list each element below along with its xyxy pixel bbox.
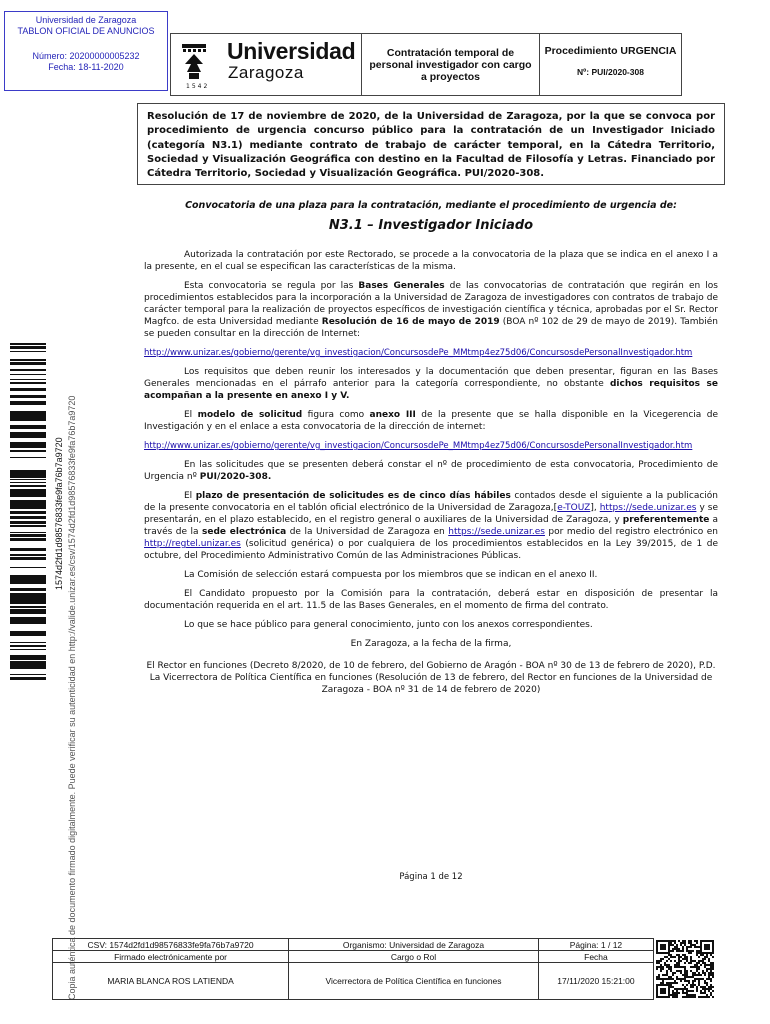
place-date: En Zaragoza, a la fecha de la firma,	[350, 639, 512, 649]
university-year: 1542	[186, 83, 210, 90]
university-city: Zaragoza	[228, 63, 304, 82]
paragraph-9: Lo que se hace público para general conocimiento, junto con los anexos correspondientes.	[184, 620, 593, 630]
etouz-link[interactable]: e-TOUZ	[557, 503, 591, 513]
stamp-line-1: Universidad de Zaragoza	[35, 15, 137, 25]
paragraph-3: Los requisitos que deben reunir los interesados y la documentación que deben presentar, figuran en las Bases Generales mencionadas en el párrafo anterior para la categoría correspondiente, no obstante dichos requisitos se acompañan a la presente en anexo I y V.	[144, 367, 718, 401]
footer-fecha-label: Fecha	[538, 951, 653, 963]
footer-fecha: 17/11/2020 15:21:00	[538, 963, 653, 1000]
paragraph-7: La Comisión de selección estará compuesta por los miembros que se indican en el anexo II.	[184, 570, 598, 580]
convocatoria-link[interactable]: http://www.unizar.es/gobierno/gerente/vg_investigacion/ConcursosdePe_MMtmp4ez75d06/ConcursosdePersonalInvestigador.htm	[144, 441, 693, 451]
link-bases-generales[interactable]	[144, 347, 718, 359]
resolution-box: Resolución de 17 de noviembre de 2020, de la Universidad de Zaragoza, por la que se convoca por procedimiento de urgencia concurso público para la contratación de un Investigador Iniciado (categoría N3.1) mediante contrato de trabajo de carácter temporal, en la Cátedra Territorio, Sociedad y Visualización Geográfica con destino en la Facultad de Filosofía y Letras. Financiado por Cátedra Territorio, Sociedad y Visualización Geográfica. PUI/2020-308.	[137, 103, 725, 185]
sede-link-2[interactable]: https://sede.unizar.es	[448, 527, 545, 537]
footer-organismo: Organismo: Universidad de Zaragoza	[289, 939, 539, 951]
paragraph-4: El modelo de solicitud figura como anexo III de la presente que se halla disponible en la Vicegerencia de Investigación y en el enlace a esta convocatoria de la dirección de internet:	[144, 410, 718, 432]
convocatoria-subtitle: Convocatoria de una plaza para la contratación, mediante el procedimiento de urgencia de:	[185, 200, 677, 211]
paragraph-8: El Candidato propuesto por la Comisión para la contratación, deberá estar en disposición de presentar la documentación requerida en el art. 11.5 de las Bases Generales, en el momento de firma del contrato.	[144, 589, 718, 611]
signature-block: El Rector en funciones (Decreto 8/2020, de 10 de febrero, del Gobierno de Aragón - BOA nº 30 de 13 de febrero de 2020), P.D. La Vicerrectora de Política Científica en funciones (Resolución de 13 de febrero, del Rector en funciones de la Universidad de Zaragoza - BOA nº 31 de 14 de febrero de 2020)	[146, 661, 716, 695]
paragraph-6: El plazo de presentación de solicitudes es de cinco días hábiles contados desde el siguiente a la publicación de la presente convocatoria en el tablón oficial electrónico de la Universidad de Zaragoza,[e-TOUZ], https://sede.unizar.es y se presentarán, en el plazo establecido, en el registro general o auxiliares de la Universidad de Zaragoza, y preferentemente a través de la sede electrónica de la Universidad de Zaragoza en https://sede.unizar.es por medio del registro electrónico en http://regtel.unizar.es (solicitud genérica) o por cualquiera de los procedimientos establecidos en la Ley 39/2015, de 1 de octubre, del Procedimiento Administrativo Común de las Administraciones Públicas.	[144, 491, 719, 561]
sede-link-1[interactable]: https://sede.unizar.es	[599, 503, 697, 513]
paragraph-1: Autorizada la contratación por este Rectorado, se procede a la convocatoria de la plaza que se indica en el anexo I a la presente, en el cual se especifican las características de la misma.	[144, 250, 718, 272]
position-title: N3.1 – Investigador Iniciado	[328, 218, 534, 233]
regtel-link[interactable]: http://regtel.unizar.es	[144, 539, 241, 549]
header-title: Contratación temporal de personal investigador con cargo a proyectos	[362, 34, 540, 95]
stamp-numero: Número: 20200000005232	[32, 51, 140, 61]
footer-cargo: Vicerrectora de Política Científica en funciones	[289, 963, 539, 1000]
document-body	[144, 249, 718, 703]
procedure-number: Nº: PUI/2020-308	[577, 67, 644, 77]
university-name: Universidad	[227, 38, 356, 64]
procedure-box	[540, 34, 681, 95]
document-header	[170, 33, 682, 96]
stamp-line-2: TABLON OFICIAL DE ANUNCIOS	[17, 26, 155, 36]
paragraph-5: En las solicitudes que se presenten deberá constar el nº de procedimiento de esta convocatoria, Procedimiento de Urgencia nº PUI/2020-308.	[144, 460, 718, 482]
footer-firmado-label: Firmado electrónicamente por	[53, 951, 289, 963]
qr-code-icon	[656, 940, 714, 998]
footer-signer: MARIA BLANCA ROS LATIENDA	[53, 963, 289, 1000]
paragraph-2: Esta convocatoria se regula por las Bases Generales de las convocatorias de contratación que regirán en los procedimientos establecidos para la incorporación a la Universidad de Zaragoza de investigadores con contratos de trabajo de carácter temporal para la realización de proyectos específicos de investigación científica y técnica, aprobadas por el Sr. Rector Magfco. de esta Universidad mediante Resolución de 16 de mayo de 2019 (BOA nº 102 de 29 de mayo de 2019). También se pueden consultar en la dirección de Internet:	[144, 281, 718, 339]
footer-cargo-label: Cargo o Rol	[289, 951, 539, 963]
link-convocatoria[interactable]	[144, 440, 718, 452]
barcode	[10, 343, 46, 681]
tablon-stamp	[4, 11, 168, 91]
signature-footer	[52, 938, 654, 1000]
footer-csv: CSV: 1574d2fd1d98576833fe9fa76b7a9720	[53, 939, 289, 951]
bases-generales-link[interactable]: http://www.unizar.es/gobierno/gerente/vg_investigacion/ConcursosdePe_MMtmp4ez75d06/ConcursosdePersonalInvestigador.htm	[144, 348, 693, 358]
procedure-title: Procedimiento URGENCIA	[544, 45, 677, 57]
csv-code-vertical: 1574d2fd1d98576833fe9fa76b7a9720	[54, 437, 64, 590]
footer-pagina: Página: 1 / 12	[538, 939, 653, 951]
university-logo	[171, 34, 362, 95]
page-number: Página 1 de 12	[399, 872, 463, 882]
stamp-fecha: Fecha: 18-11-2020	[48, 62, 124, 72]
university-crest-icon	[179, 42, 209, 82]
verify-text-vertical: Copia auténtica de documento firmado digitalmente. Puede verificar su autenticidad en http://valide.unizar.es/csv/1574d2fd1d98576833fe9fa76b7a9720	[67, 395, 77, 1000]
